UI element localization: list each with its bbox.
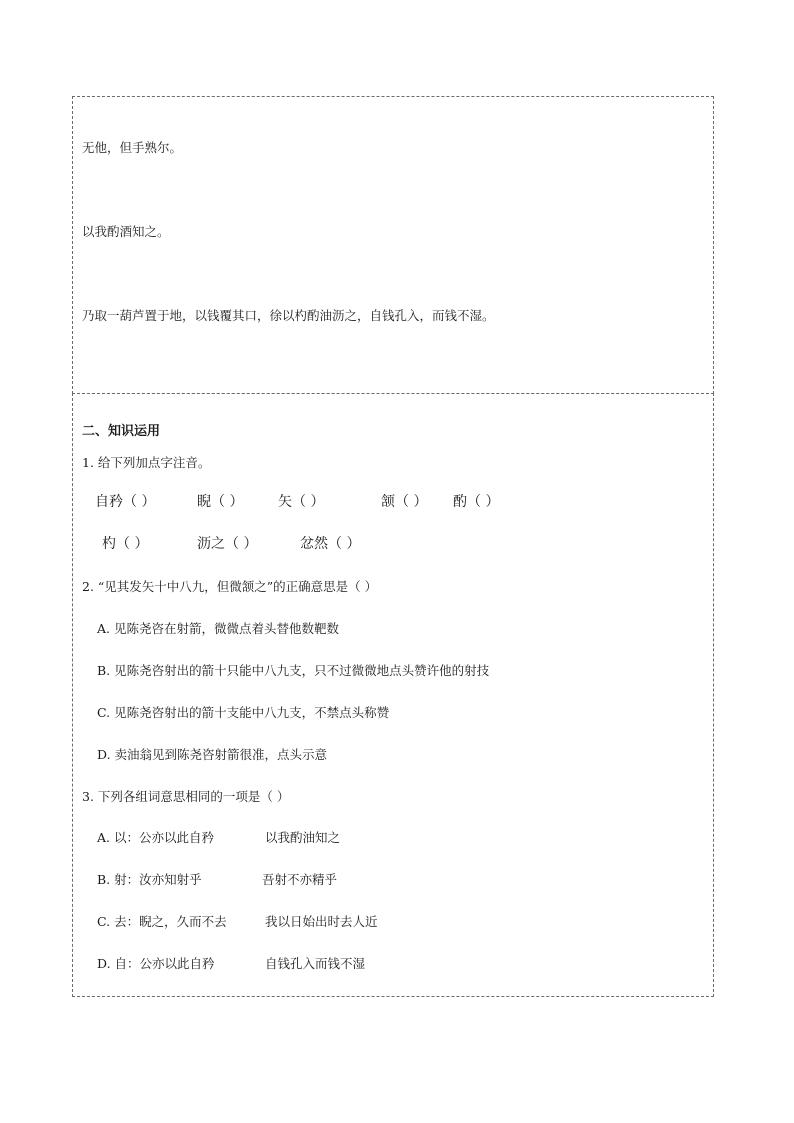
q2-option-d: D. 卖油翁见到陈尧咨射箭很准，点头示意 xyxy=(97,747,328,762)
q1-item-fenran: 忿然（ ） xyxy=(300,536,361,552)
question-3-prompt: 3. 下列各组词意思相同的一项是（ ） xyxy=(82,789,290,804)
q2-option-b: B. 见陈尧咨射出的箭十只能中八九支，只不过微微地点头赞许他的射技 xyxy=(97,663,490,678)
q1-item-han: 颔（ ） xyxy=(381,494,428,510)
q3-option-a-pair: 以我酌油知之 xyxy=(265,830,341,845)
q2-option-a: A. 见陈尧咨在射箭，微微点着头替他数靶数 xyxy=(97,621,339,636)
q3-option-c-label: C. 去：睨之，久而不去 xyxy=(97,914,227,929)
sentence-line-1: 无他，但手熟尔。 xyxy=(82,140,183,155)
q3-option-a-label: A. 以：公亦以此自矜 xyxy=(97,830,214,845)
q3-option-b-pair: 吾射不亦精乎 xyxy=(262,872,338,887)
q3-option-d-pair: 自钱孔入而钱不湿 xyxy=(265,956,366,971)
sentence-line-3: 乃取一葫芦置于地，以钱覆其口，徐以杓酌油沥之，自钱孔入，而钱不湿。 xyxy=(82,308,495,323)
sentence-line-2: 以我酌酒知之。 xyxy=(82,224,170,239)
q3-option-b-label: B. 射：汝亦知射乎 xyxy=(97,872,202,887)
q1-item-shi: 矢（ ） xyxy=(278,494,325,510)
q1-item-shao: 杓（ ） xyxy=(102,536,149,552)
q3-option-d-label: D. 自：公亦以此自矜 xyxy=(97,956,215,971)
knowledge-section-box xyxy=(72,393,714,997)
section-heading: 二、知识运用 xyxy=(82,424,161,439)
q1-item-ni: 睨（ ） xyxy=(197,494,244,510)
question-2-prompt: 2. “见其发矢十中八九，但微颔之”的正确意思是（ ） xyxy=(82,579,378,594)
q1-item-lizhi: 沥之（ ） xyxy=(197,536,258,552)
question-1-prompt: 1. 给下列加点字注音。 xyxy=(82,455,211,470)
q3-option-c-pair: 我以日始出时去人近 xyxy=(265,914,378,929)
q1-item-zhuo: 酌（ ） xyxy=(453,494,500,510)
q1-item-zijin: 自矜（ ） xyxy=(95,494,156,510)
q2-option-c: C. 见陈尧咨射出的箭十支能中八九支，不禁点头称赞 xyxy=(97,705,390,720)
